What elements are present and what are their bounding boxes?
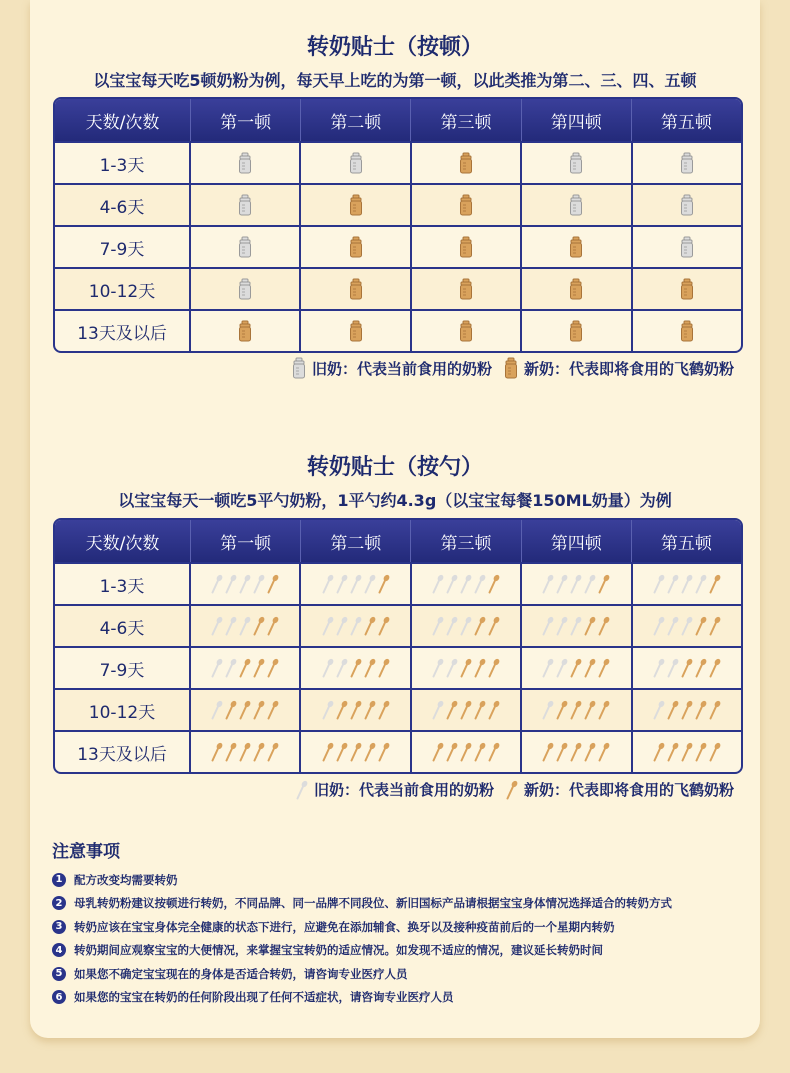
old-spoon-icon [584,574,596,594]
new-spoon-icon [695,616,707,636]
table-row [55,225,741,267]
old-bottle-icon [238,236,252,258]
new-spoon-icon [667,700,679,720]
meal-cell [520,185,630,225]
new-bottle-icon [238,320,252,342]
meal-cell [189,185,299,225]
note-number: 5 [52,967,66,981]
old-bottle-icon [238,194,252,216]
new-spoon-icon [681,658,693,678]
spoon-cell [299,690,409,730]
section2-title: 转奶贴士（按勺） [306,455,483,480]
new-spoon-icon [681,700,693,720]
new-spoon-icon [267,574,279,594]
new-spoon-icon [488,742,500,762]
spoon-cell [520,648,630,688]
new-bottle-icon [459,320,473,342]
old-spoon-icon [653,700,665,720]
new-spoon-icon [267,616,279,636]
note-item [52,892,752,916]
section1-subtitle: 以宝宝每天吃5顿奶粉为例，每天早上吃的为第一顿，以此类推为第二、三、四、五顿 [93,71,697,90]
day-label: 1-3天 [99,576,145,597]
old-spoon-icon [681,616,693,636]
old-bottle-icon [238,278,252,300]
header-cell: 天数/次数 [85,533,160,554]
old-spoon-icon [542,658,554,678]
new-spoon-icon [267,658,279,678]
old-spoon-icon [336,658,348,678]
old-spoon-icon [667,616,679,636]
new-spoon-icon [267,700,279,720]
new-bottle-icon [504,357,518,379]
section2-subtitle: 以宝宝每天一顿吃5平勺奶粉，1平勺约4.3g（以宝宝每餐150ML奶量）为例 [118,491,672,510]
legend-new-label: 新奶：代表即将食用的飞鹤奶粉 [523,781,734,799]
spoon-cell [189,648,299,688]
table-row [55,688,741,730]
new-spoon-icon [432,742,444,762]
new-spoon-icon [556,742,568,762]
new-spoon-icon [225,742,237,762]
spoon-cell [631,606,741,646]
notes-list [52,868,752,1009]
spoon-cell [520,690,630,730]
day-label: 13天及以后 [77,323,167,344]
new-spoon-icon [695,700,707,720]
new-spoon-icon [667,742,679,762]
new-spoon-icon [460,700,472,720]
old-spoon-icon [681,574,693,594]
header-cell: 第二顿 [300,99,410,141]
table-row [55,183,741,225]
header-cell: 第一顿 [190,99,300,141]
new-spoon-icon [681,742,693,762]
spoon-cell [520,606,630,646]
day-label: 4-6天 [55,606,189,646]
new-spoon-icon [239,742,251,762]
new-spoon-icon [364,616,376,636]
spoon-cell [410,648,520,688]
new-spoon-icon [253,742,265,762]
day-label: 4-6天 [55,185,189,225]
new-spoon-icon [570,742,582,762]
new-spoon-icon [542,742,554,762]
old-spoon-icon [211,616,223,636]
new-spoon-icon [460,742,472,762]
section1-legend [292,357,734,379]
meal-cell [631,185,741,225]
table-row [55,562,741,604]
new-spoon-icon [598,742,610,762]
meal-cell [410,311,520,351]
old-spoon-icon [695,574,707,594]
meal-cell [410,143,520,183]
new-spoon-icon [446,700,458,720]
new-spoon-icon [378,700,390,720]
old-spoon-icon [653,616,665,636]
new-spoon-icon [350,742,362,762]
day-label: 10-12天 [55,690,189,730]
old-spoon-icon [667,658,679,678]
new-bottle-icon [680,320,694,342]
note-number: 3 [52,920,66,934]
old-spoon-icon [556,616,568,636]
old-spoon-icon [542,616,554,636]
old-spoon-icon [460,616,472,636]
old-spoon-icon [542,574,554,594]
spoon-table [53,518,743,774]
old-spoon-icon [653,574,665,594]
spoon-cell [520,564,630,604]
meal-cell [631,311,741,351]
new-spoon-icon [709,700,721,720]
old-spoon-icon [432,616,444,636]
new-spoon-icon [350,658,362,678]
old-spoon-icon [364,574,376,594]
spoon-cell [189,732,299,772]
day-label: 1-3天 [99,155,145,176]
new-spoon-icon [598,658,610,678]
new-spoon-icon [267,742,279,762]
new-bottle-icon [569,320,583,342]
new-spoon-icon [378,658,390,678]
new-spoon-icon [364,658,376,678]
old-spoon-icon [253,574,265,594]
old-spoon-icon [239,616,251,636]
note-text: 母乳转奶粉建议按顿进行转奶，不同品牌、同一品牌不同段位、新旧国标产品请根据宝宝身体情况选择适合的转奶方式 [74,896,672,911]
new-spoon-icon [584,616,596,636]
spoon-cell [631,648,741,688]
header-cell: 天数/次数 [85,112,160,133]
spoon-cell [299,648,409,688]
notes-title: 注意事项 [52,842,120,862]
new-spoon-icon [598,574,610,594]
new-spoon-icon [709,742,721,762]
note-item [52,962,752,986]
old-spoon-icon [350,574,362,594]
spoon-cell [189,690,299,730]
new-spoon-icon [253,700,265,720]
new-spoon-icon [350,700,362,720]
new-spoon-icon [474,658,486,678]
spoon-cell [189,606,299,646]
spoon-cell [299,564,409,604]
meal-table [53,97,743,353]
new-spoon-icon [556,700,568,720]
old-spoon-icon [350,616,362,636]
meal-cell [631,143,741,183]
note-number: 2 [52,896,66,910]
new-spoon-icon [488,658,500,678]
note-text: 如果您不确定宝宝现在的身体是否适合转奶，请咨询专业医疗人员 [74,966,408,981]
header-cell: 第三顿 [410,99,520,141]
new-spoon-icon [446,742,458,762]
new-spoon-icon [211,742,223,762]
day-label: 7-9天 [99,660,145,681]
table-header [55,520,741,562]
new-spoon-icon [336,700,348,720]
old-bottle-icon [680,236,694,258]
new-spoon-icon [488,616,500,636]
old-spoon-icon [653,658,665,678]
old-spoon-icon [432,574,444,594]
new-bottle-icon [680,278,694,300]
new-spoon-icon [336,742,348,762]
new-spoon-icon [474,742,486,762]
new-spoon-icon [378,742,390,762]
new-bottle-icon [349,278,363,300]
old-spoon-icon [239,574,251,594]
new-spoon-icon [709,616,721,636]
meal-cell [631,227,741,267]
spoon-cell [299,732,409,772]
spoon-cell [520,732,630,772]
new-spoon-icon [378,574,390,594]
new-bottle-icon [569,236,583,258]
header-cell: 第一顿 [190,520,300,562]
note-number: 4 [52,943,66,957]
new-spoon-icon [474,700,486,720]
meal-cell [520,227,630,267]
legend-new-label: 新奶：代表即将食用的飞鹤奶粉 [523,359,734,378]
old-bottle-icon [680,152,694,174]
new-bottle-icon [459,278,473,300]
new-spoon-icon [709,574,721,594]
new-spoon-icon [488,700,500,720]
day-label: 10-12天 [55,269,189,309]
old-bottle-icon [680,194,694,216]
old-spoon-icon [322,700,334,720]
new-bottle-icon [349,320,363,342]
meal-cell [189,227,299,267]
table-row [55,309,741,351]
meal-cell [299,143,409,183]
new-bottle-icon [459,236,473,258]
note-item [52,868,752,892]
new-spoon-icon [253,658,265,678]
table-row [55,141,741,183]
header-cell: 第五顿 [631,520,741,562]
new-bottle-icon [569,278,583,300]
old-spoon-icon [556,658,568,678]
header-cell: 第四顿 [521,520,631,562]
new-spoon-icon [460,658,472,678]
table-header [55,99,741,141]
day-label: 13天及以后 [77,744,167,765]
meal-cell [299,227,409,267]
table-row [55,730,741,772]
meal-cell [410,227,520,267]
spoon-cell [631,732,741,772]
new-spoon-icon [695,658,707,678]
new-spoon-icon [653,742,665,762]
old-bottle-icon [569,194,583,216]
spoon-cell [410,732,520,772]
meal-cell [631,269,741,309]
meal-cell [410,269,520,309]
old-spoon-icon [432,658,444,678]
new-spoon-icon [364,742,376,762]
old-spoon-icon [570,616,582,636]
new-spoon-icon [570,700,582,720]
new-spoon-icon [474,616,486,636]
new-spoon-icon [225,700,237,720]
meal-cell [299,185,409,225]
old-spoon-icon [322,616,334,636]
spoon-cell [631,564,741,604]
header-cell: 第四顿 [521,99,631,141]
header-cell: 第五顿 [631,99,741,141]
new-spoon-icon [695,742,707,762]
new-spoon-icon [584,700,596,720]
note-text: 配方改变均需要转奶 [74,872,178,887]
note-item [52,915,752,939]
spoon-cell [631,690,741,730]
meal-cell [189,311,299,351]
new-spoon-icon [598,700,610,720]
spoon-cell [410,606,520,646]
section1-title: 转奶贴士（按顿） [306,35,483,60]
old-spoon-icon [322,658,334,678]
note-number: 1 [52,873,66,887]
note-number: 6 [52,990,66,1004]
spoon-cell [189,564,299,604]
meal-cell [299,269,409,309]
meal-cell [189,269,299,309]
meal-cell [189,143,299,183]
note-item [52,939,752,963]
note-text: 转奶应该在宝宝身体完全健康的状态下进行，应避免在添加辅食、换牙以及接种疫苗前后的一个星期内转奶 [74,919,615,934]
old-bottle-icon [349,152,363,174]
old-spoon-icon [322,574,334,594]
old-bottle-icon [292,357,306,379]
old-spoon-icon [446,616,458,636]
meal-cell [520,143,630,183]
note-text: 转奶期间应观察宝宝的大便情况，来掌握宝宝转奶的适应情况。如发现不适应的情况，建议延长转奶时间 [74,943,603,958]
new-spoon-icon [239,700,251,720]
header-cell: 第二顿 [300,520,410,562]
old-spoon-icon [446,658,458,678]
old-spoon-icon [336,616,348,636]
spoon-cell [410,564,520,604]
new-spoon-icon [239,658,251,678]
old-spoon-icon [211,574,223,594]
note-item [52,986,752,1010]
old-spoon-icon [211,700,223,720]
old-spoon-icon [211,658,223,678]
new-spoon-icon [584,742,596,762]
section2-legend [296,779,734,800]
old-bottle-icon [238,152,252,174]
old-spoon-icon [296,780,308,800]
spoon-cell [299,606,409,646]
new-spoon-icon [253,616,265,636]
old-spoon-icon [432,700,444,720]
spoon-cell [410,690,520,730]
table-row [55,646,741,688]
old-spoon-icon [570,574,582,594]
old-spoon-icon [667,574,679,594]
meal-cell [520,269,630,309]
table-row [55,604,741,646]
new-spoon-icon [378,616,390,636]
new-spoon-icon [570,658,582,678]
new-spoon-icon [584,658,596,678]
legend-old-label: 旧奶：代表当前食用的奶粉 [313,781,494,799]
header-cell: 第三顿 [410,520,520,562]
new-bottle-icon [459,194,473,216]
old-spoon-icon [225,616,237,636]
new-bottle-icon [349,194,363,216]
old-spoon-icon [474,574,486,594]
new-spoon-icon [506,780,518,800]
new-spoon-icon [322,742,334,762]
old-spoon-icon [446,574,458,594]
meal-cell [299,311,409,351]
new-spoon-icon [488,574,500,594]
new-spoon-icon [598,616,610,636]
table-row [55,267,741,309]
old-spoon-icon [225,658,237,678]
note-text: 如果您的宝宝在转奶的任何阶段出现了任何不适症状，请咨询专业医疗人员 [74,990,454,1005]
old-spoon-icon [225,574,237,594]
new-spoon-icon [709,658,721,678]
new-spoon-icon [364,700,376,720]
day-label: 7-9天 [99,239,145,260]
legend-old-label: 旧奶：代表当前食用的奶粉 [311,359,492,378]
new-bottle-icon [349,236,363,258]
old-spoon-icon [336,574,348,594]
old-bottle-icon [569,152,583,174]
meal-cell [520,311,630,351]
new-bottle-icon [459,152,473,174]
old-spoon-icon [556,574,568,594]
meal-cell [410,185,520,225]
old-spoon-icon [542,700,554,720]
old-spoon-icon [460,574,472,594]
